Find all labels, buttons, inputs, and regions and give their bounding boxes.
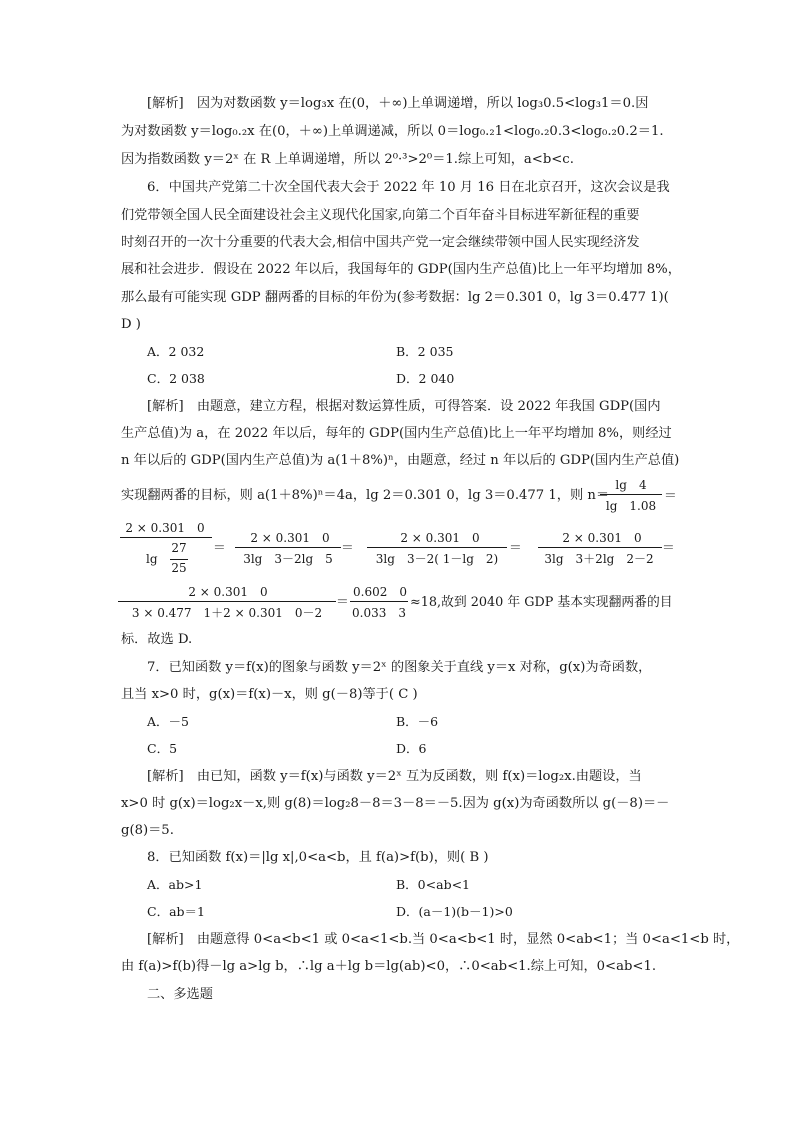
q6-option-a: A．2 032 (147, 344, 205, 359)
equals-sign-3: ＝ (341, 541, 354, 556)
fraction-2-inner-denominator: 25 (171, 561, 187, 575)
equals-sign-2: ＝ (213, 541, 226, 556)
fraction-5-numerator: 2 × 0.301 0 (562, 531, 642, 545)
q8-option-d: D．(a－1)(b－1)>0 (396, 904, 513, 919)
fraction-3-denominator: 3lg 3－2lg 5 (243, 552, 333, 566)
q7-analysis-line-3: g(8)＝5. (121, 823, 174, 838)
q7-option-c: C．5 (147, 741, 178, 756)
q8-question-line-1: 8．已知函数 f(x)＝|lg x|,0<a<b，且 f(a)>f(b)，则( B ) (147, 850, 489, 865)
q5-analysis-line-1: [解析] 因为对数函数 y＝log₃x 在(0，＋∞)上单调递增，所以 log₃0.5<log₃1＝0.因 (147, 96, 649, 111)
equals-sign-4: ＝ (509, 541, 522, 556)
q7-option-a: A．－5 (147, 714, 189, 729)
fraction-2-numerator: 2 × 0.301 0 (125, 521, 205, 535)
q6-question-line-1: 6．中国共产党第二十次全国代表大会于 2022 年 10 月 16 日在北京召开，这次会议是我 (147, 180, 670, 195)
fraction-7-numerator: 0.602 0 (353, 585, 407, 599)
equals-sign-5: ＝ (662, 541, 675, 556)
fraction-2-inner-numerator: 27 (171, 541, 187, 555)
fraction-1-bar (600, 494, 662, 495)
q6-option-d: D．2 040 (396, 371, 455, 386)
fraction-2-inner-bar (170, 559, 188, 560)
q5-analysis-line-3: 因为指数函数 y＝2ˣ 在 R 上单调递增，所以 2⁰·³>2⁰＝1.综上可知，a<b<c. (121, 152, 574, 167)
q6-question-line-5: 那么最有可能实现 GDP 翻两番的目标的年份为(参考数据：lg 2＝0.301 0，lg 3＝0.477 1)( (121, 290, 669, 305)
q6-analysis-line-2: 生产总值)为 a，在 2022 年以后，每年的 GDP(国内生产总值)比上一年平均增加 8%，则经过 (121, 426, 672, 441)
q6-analysis-line-3: n 年以后的 GDP(国内生产总值)为 a(1＋8%)ⁿ，由题意，经过 n 年以后的 GDP(国内生产总值) (121, 453, 680, 468)
q6-option-c: C．2 038 (147, 371, 205, 386)
fraction-2-bar (120, 537, 212, 538)
equals-sign-1: ＝ (664, 489, 677, 504)
q6-analysis-line-4: 实现翻两番的目标，则 a(1＋8%)ⁿ＝4a，lg 2＝0.301 0，lg 3＝0.477 1，则 n＝ (121, 488, 610, 503)
fraction-2-denominator-lg: lg (146, 552, 158, 566)
fraction-1-denominator: lg 1.08 (605, 499, 657, 513)
fraction-4-numerator: 2 × 0.301 0 (400, 531, 480, 545)
fraction-7-bar (350, 601, 408, 602)
q6-analysis-tail: ≈18,故到 2040 年 GDP 基本实现翻两番的目 (410, 595, 673, 610)
q6-answer: D ) (121, 317, 141, 332)
fraction-1-numerator: lg 4 (615, 478, 647, 492)
fraction-4-bar (367, 547, 507, 548)
q7-question-line-2: 且当 x>0 时，g(x)＝f(x)－x，则 g(－8)等于( C ) (121, 687, 418, 702)
q8-analysis-line-2: 由 f(a)>f(b)得－lg a>lg b，∴lg a＋lg b＝lg(ab)<0，∴0<ab<1.综上可知，0<ab<1. (121, 959, 657, 974)
q8-option-c: C．ab＝1 (147, 904, 205, 919)
fraction-3-bar (235, 547, 341, 548)
q6-analysis-end: 标．故选 D. (121, 632, 193, 647)
q7-option-d: D．6 (396, 741, 427, 756)
q7-analysis-line-2: x>0 时 g(x)＝log₂x－x,则 g(8)＝log₂8－8＝3－8＝－5.因为 g(x)为奇函数所以 g(－8)＝－ (121, 796, 670, 811)
fraction-7-denominator: 0.033 3 (352, 606, 406, 620)
q7-question-line-1: 7．已知函数 y＝f(x)的图象与函数 y＝2ˣ 的图象关于直线 y＝x 对称，g(x)为奇函数， (147, 660, 652, 675)
q6-analysis-line-1: [解析] 由题意，建立方程，根据对数运算性质，可得答案．设 2022 年我国 GDP(国内 (147, 399, 661, 414)
fraction-6-bar (118, 601, 336, 602)
q8-analysis-line-1: [解析] 由题意得 0<a<b<1 或 0<a<1<b.当 0<a<b<1 时，显然 0<ab<1；当 0<a<1<b 时， (147, 932, 740, 947)
fraction-5-denominator: 3lg 3＋2lg 2－2 (544, 552, 654, 566)
q7-option-b: B．－6 (396, 714, 439, 729)
q6-question-line-2: 们党带领全国人民全面建设社会主义现代化国家,向第二个百年奋斗目标进军新征程的重要 (121, 208, 640, 223)
q6-question-line-4: 展和社会进步．假设在 2022 年以后，我国每年的 GDP(国内生产总值)比上一年平均增加 8%， (121, 262, 681, 277)
q5-analysis-line-2: 为对数函数 y＝log₀.₂x 在(0，＋∞)上单调递减，所以 0＝log₀.₂1<log₀.₂0.3<log₀.₂0.2＝1. (121, 124, 664, 139)
equals-sign-6: ＝ (336, 595, 349, 610)
q8-option-b: B．0<ab<1 (396, 877, 470, 892)
q8-option-a: A．ab>1 (147, 877, 203, 892)
fraction-4-denominator: 3lg 3－2( 1－lg 2) (375, 552, 499, 566)
fraction-5-bar (538, 547, 662, 548)
q7-analysis-line-1: [解析] 由已知，函数 y＝f(x)与函数 y＝2ˣ 互为反函数，则 f(x)＝log₂x.由题设，当 (147, 769, 642, 784)
fraction-6-denominator: 3 × 0.477 1＋2 × 0.301 0－2 (131, 606, 323, 620)
section-title-multiple-choice: 二、多选题 (147, 987, 213, 1002)
fraction-3-numerator: 2 × 0.301 0 (250, 531, 330, 545)
fraction-6-numerator: 2 × 0.301 0 (188, 585, 268, 599)
q6-question-line-3: 时刻召开的一次十分重要的代表大会,相信中国共产党一定会继续带领中国人民实现经济发 (121, 235, 640, 250)
q6-option-b: B．2 035 (396, 344, 454, 359)
